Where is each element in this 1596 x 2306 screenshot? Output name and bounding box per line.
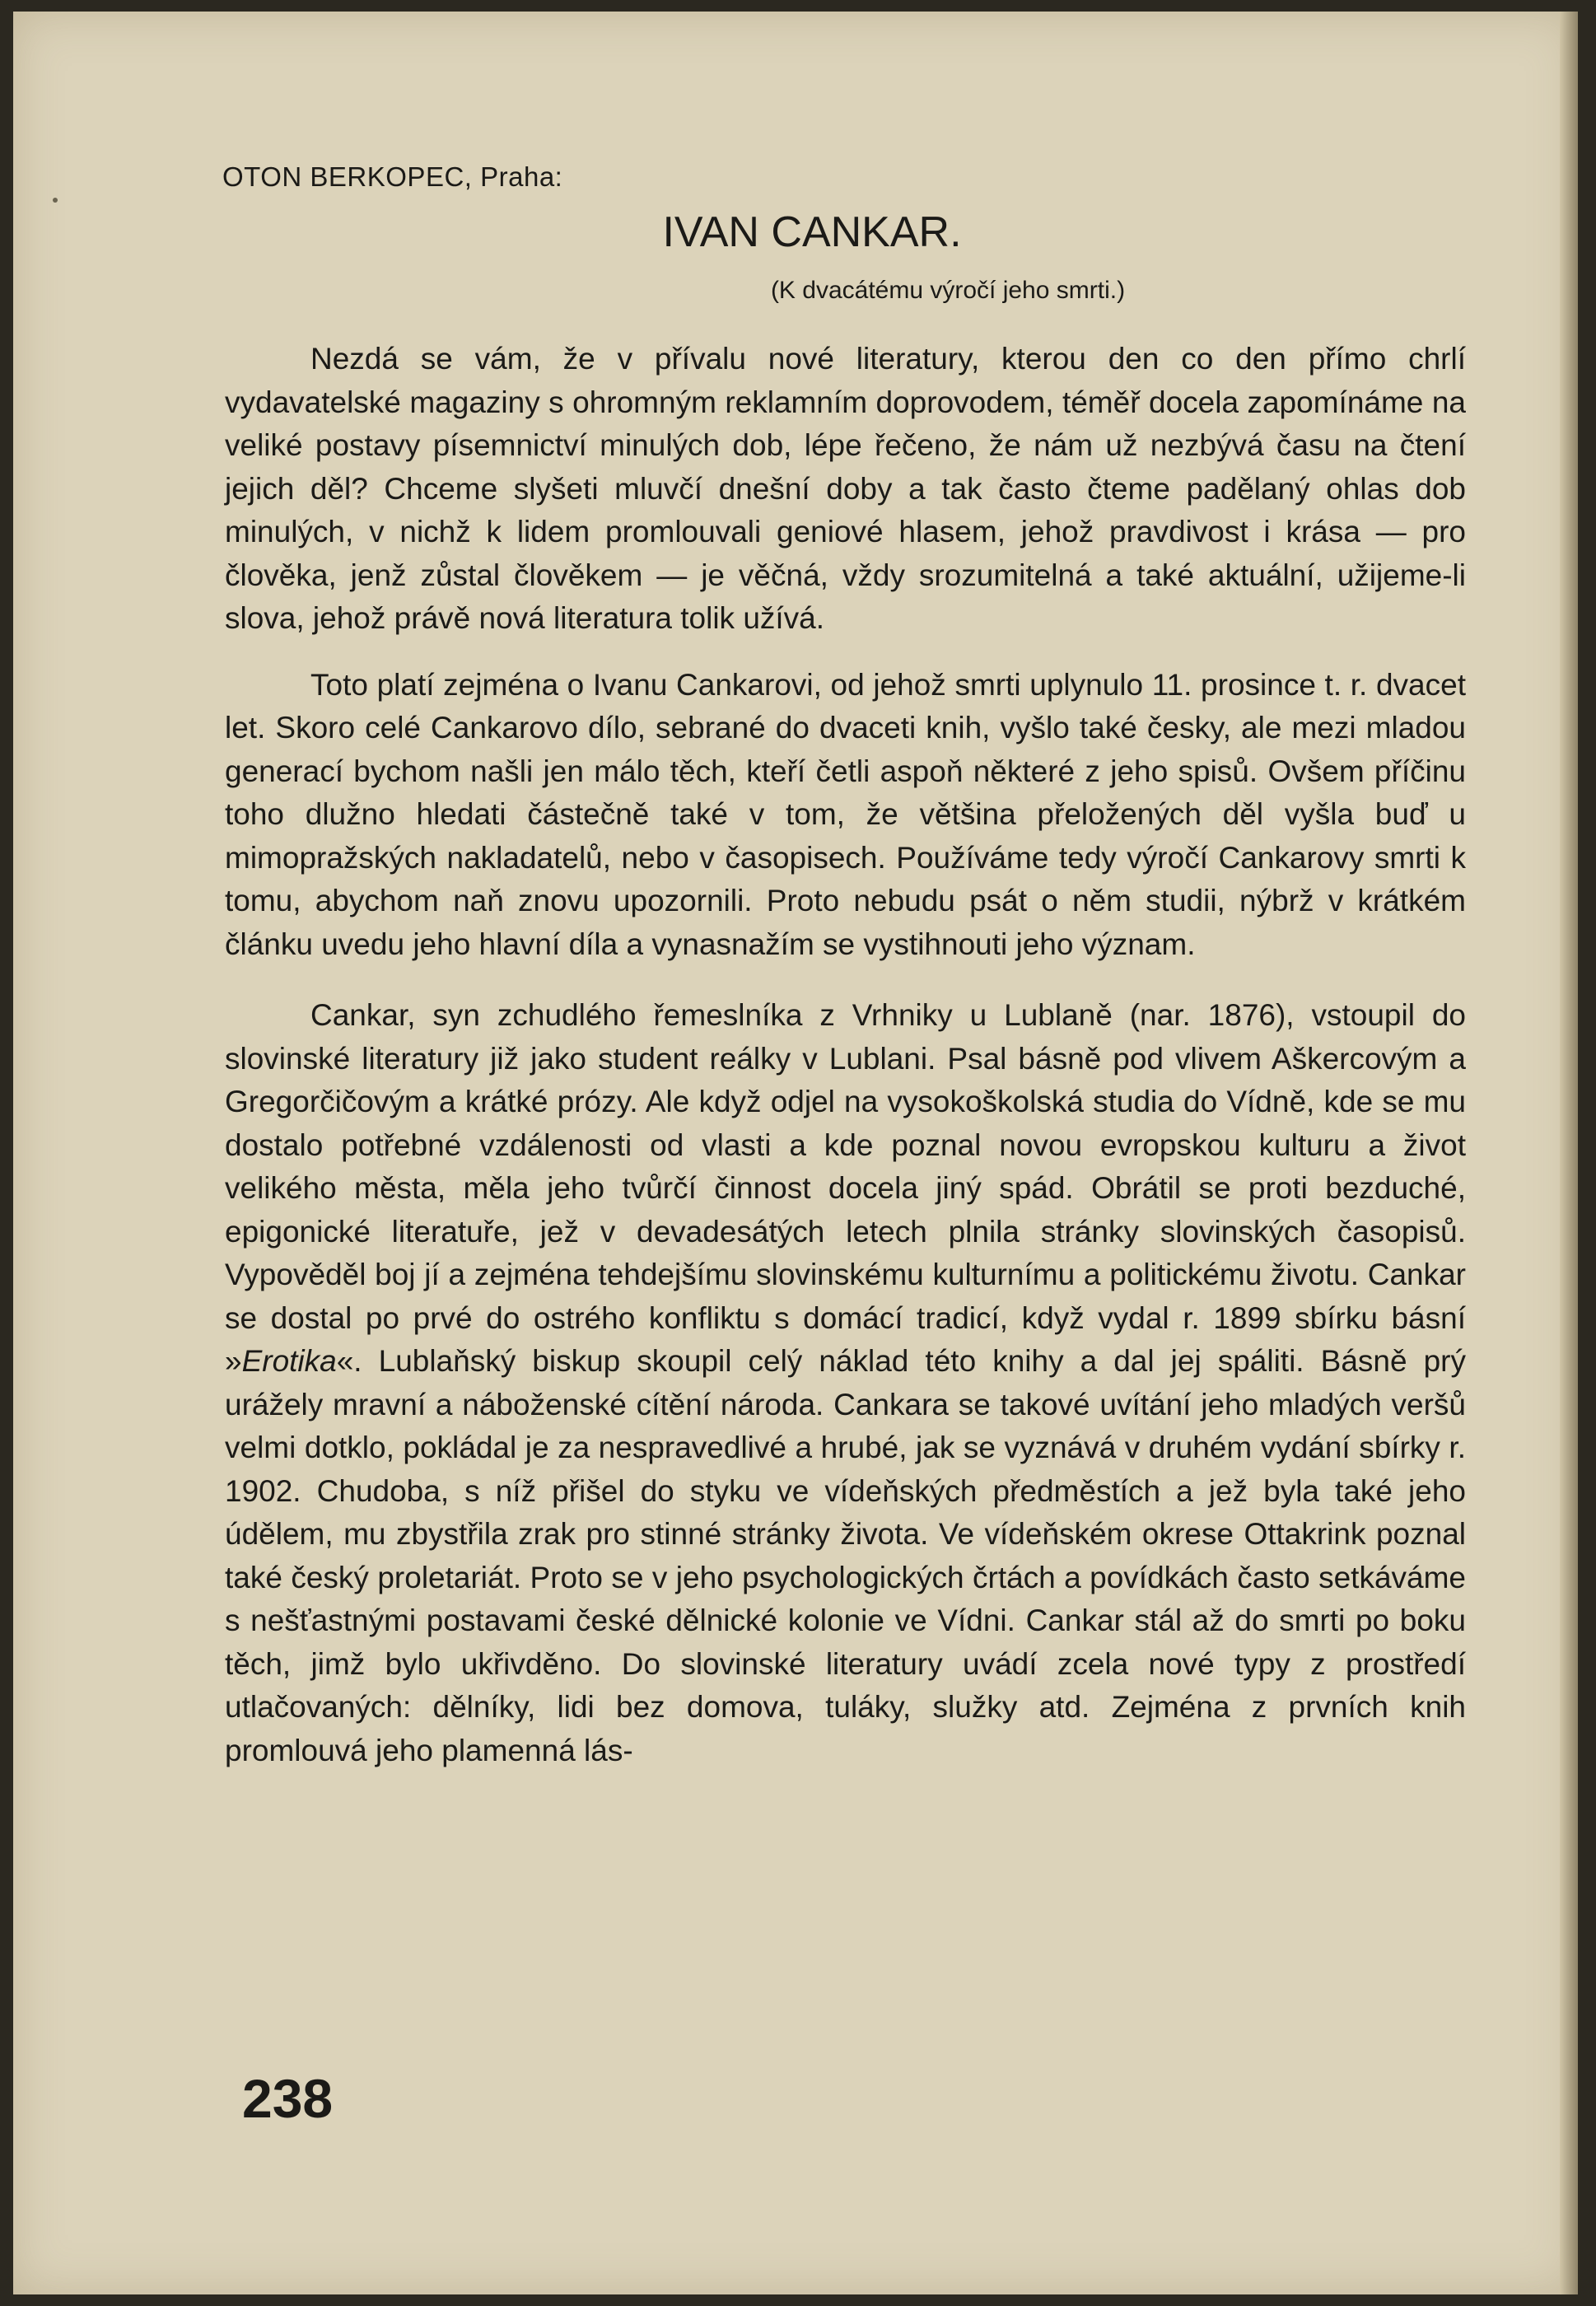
article-body xyxy=(225,338,1466,1772)
page-spine-edge xyxy=(1560,12,1578,2294)
paragraph-3-text-start: Cankar, syn zchudlého řemeslníka z Vrhniky u Lublaně (nar. 1876), vstoupil do slovinské literatury již jako student reálky v Lublani. Psal básně pod vlivem Aškercovým a Gregorčičovým a krátké prózy. Ale když odjel na vysokoškolská studia do Vídně, kde se mu dostalo potřebné vzdálenosti od vlasti a kde poznal novou evropskou kulturu a život velikého města, měla jeho tvůrčí činnost docela jiný spád. Obrátil se proti bezduché, epigonické literatuře, jež v devadesátých letech plnila stránky slovinských časopisů. Vypověděl boj jí a zejména tehdejšímu slovinskému kulturnímu a politickému životu. Cankar se dostal po prvé do ostrého konfliktu s domácí tradicí, když vydal r. 1899 sbírku básní » xyxy=(225,998,1466,1378)
author-line: OTON BERKOPEC, Praha: xyxy=(222,161,563,192)
paragraph-3-text-end: «. Lublaňský biskup skoupil celý náklad této knihy a dal jej spáliti. Básně prý urážely mravní a náboženské cítění národa. Cankara se takové uvítání jeho mladých veršů velmi dotklo, pokládal je za nespravedlivé a hrubé, jak se vyznává v druhém vydání sbírky r. 1902. Chudoba, s níž přišel do styku ve vídeňských předměstích a jež byla také jeho údělem, mu zbystřila zrak pro stinné stránky života. Ve vídeňském okrese Ottakrink poznal také český proletariát. Proto se v jeho psychologických črtách a povídkách často setkáváme s nešťastnými postavami české dělnické kolonie ve Vídni. Cankar stál až do smrti po boku těch, jimž bylo ukřivděno. Do slovinské literatury uvádí zcela nové typy z prostředí utlačovaných: dělníky, lidi bez domova, tuláky, služky atd. Zejména z prvních knih promlouvá jeho plamenná lás- xyxy=(225,1344,1466,1767)
article-subtitle: (K dvacátému výročí jeho smrti.) xyxy=(770,277,1126,304)
paper-speck xyxy=(53,198,58,203)
book-page xyxy=(13,12,1578,2294)
paragraph-1: Nezdá se vám, že v přívalu nové literatury, kterou den co den přímo chrlí vydavatelské magaziny s ohromným reklamním doprovodem, téměř docela zapomínáme na veliké postavy písemnictví minulých dob, lépe řečeno, že nám už nezbývá času na čtení jejich děl? Chceme slyšeti mluvčí dnešní doby a tak často čteme padělaný ohlas dob minulých, v nichž k lidem promlouvali geniové hlasem, jehož pravdivost i krása — pro člověka, jenž zůstal člověkem — je věčná, vždy srozumitelná a také aktuální, užijeme-li slova, jehož právě nová literatura tolik užívá. xyxy=(225,342,1466,635)
book-title-erotika: Erotika xyxy=(241,1344,337,1378)
article-title: IVAN CANKAR. xyxy=(662,208,962,256)
page-number: 238 xyxy=(242,2068,334,2129)
paragraph-3 xyxy=(225,994,1466,1772)
paragraph-2: Toto platí zejména o Ivanu Cankarovi, od jehož smrti uplynulo 11. prosince t. r. dvacet let. Skoro celé Cankarovo dílo, sebrané do dvaceti knih, vyšlo také česky, ale mezi mladou generací bychom našli jen málo těch, kteří četli aspoň některé z jeho spisů. Ovšem příčinu toho dlužno hledati částečně také v tom, že většina přeložených děl vyšla buď u mimopražských nakladatelů, nebo v časopisech. Používáme tedy výročí Cankarovy smrti k tomu, abychom naň znovu upozornili. Proto nebudu psát o něm studii, nýbrž v krátkém článku uvedu jeho hlavní díla a vynasnažím se vystihnouti jeho význam. xyxy=(225,667,1466,961)
